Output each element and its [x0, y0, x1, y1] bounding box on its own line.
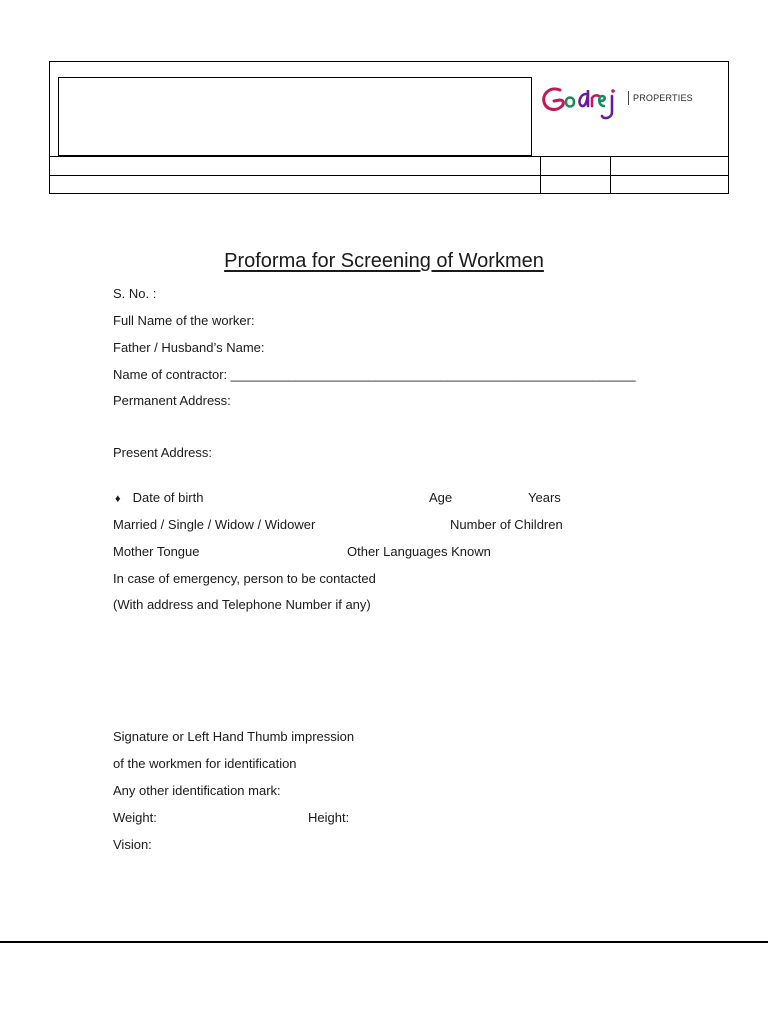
height-label: Height: — [308, 810, 350, 825]
header-col-divider-2 — [610, 156, 611, 194]
father-husband-name-label: Father / Husband’s Name: — [113, 340, 265, 355]
form-title: Proforma for Screening of Workmen — [224, 250, 544, 272]
godrej-logo-icon — [540, 82, 626, 122]
weight-label: Weight: — [113, 810, 157, 825]
permanent-address-label: Permanent Address: — [113, 393, 231, 408]
age-label: Age — [429, 490, 453, 505]
header-table — [49, 61, 729, 194]
date-of-birth-row — [113, 490, 203, 505]
date-of-birth-label: Date of birth — [132, 490, 204, 505]
footer-rule — [0, 941, 768, 943]
years-label: Years — [528, 490, 561, 505]
header-title-box — [58, 77, 532, 156]
full-name-label: Full Name of the worker: — [113, 313, 255, 328]
company-logo — [540, 82, 720, 132]
present-address-label: Present Address: — [113, 445, 212, 460]
signature-label-line2: of the workmen for identification — [113, 756, 297, 771]
header-row-divider-1 — [50, 156, 728, 157]
number-of-children-label: Number of Children — [450, 517, 563, 532]
logo-separator — [628, 91, 629, 105]
header-col-divider-1 — [540, 156, 541, 194]
diamond-bullet-icon: ♦ — [115, 493, 121, 505]
serial-no-label: S. No. : — [113, 286, 157, 301]
vision-label: Vision: — [113, 837, 152, 852]
emergency-contact-note: (With address and Telephone Number if any) — [113, 597, 371, 612]
contractor-label: Name of contractor: ________________________________________________________ — [113, 367, 636, 382]
signature-label-line1: Signature or Left Hand Thumb impression — [113, 729, 355, 744]
header-row-divider-2 — [50, 175, 728, 176]
marital-status-label: Married / Single / Widow / Widower — [113, 517, 316, 532]
identification-mark-label: Any other identification mark: — [113, 783, 281, 798]
mother-tongue-label: Mother Tongue — [113, 544, 200, 559]
emergency-contact-label: In case of emergency, person to be contacted — [113, 571, 376, 586]
other-languages-label: Other Languages Known — [347, 544, 491, 559]
logo-tagline: PROPERTIES — [633, 93, 693, 103]
